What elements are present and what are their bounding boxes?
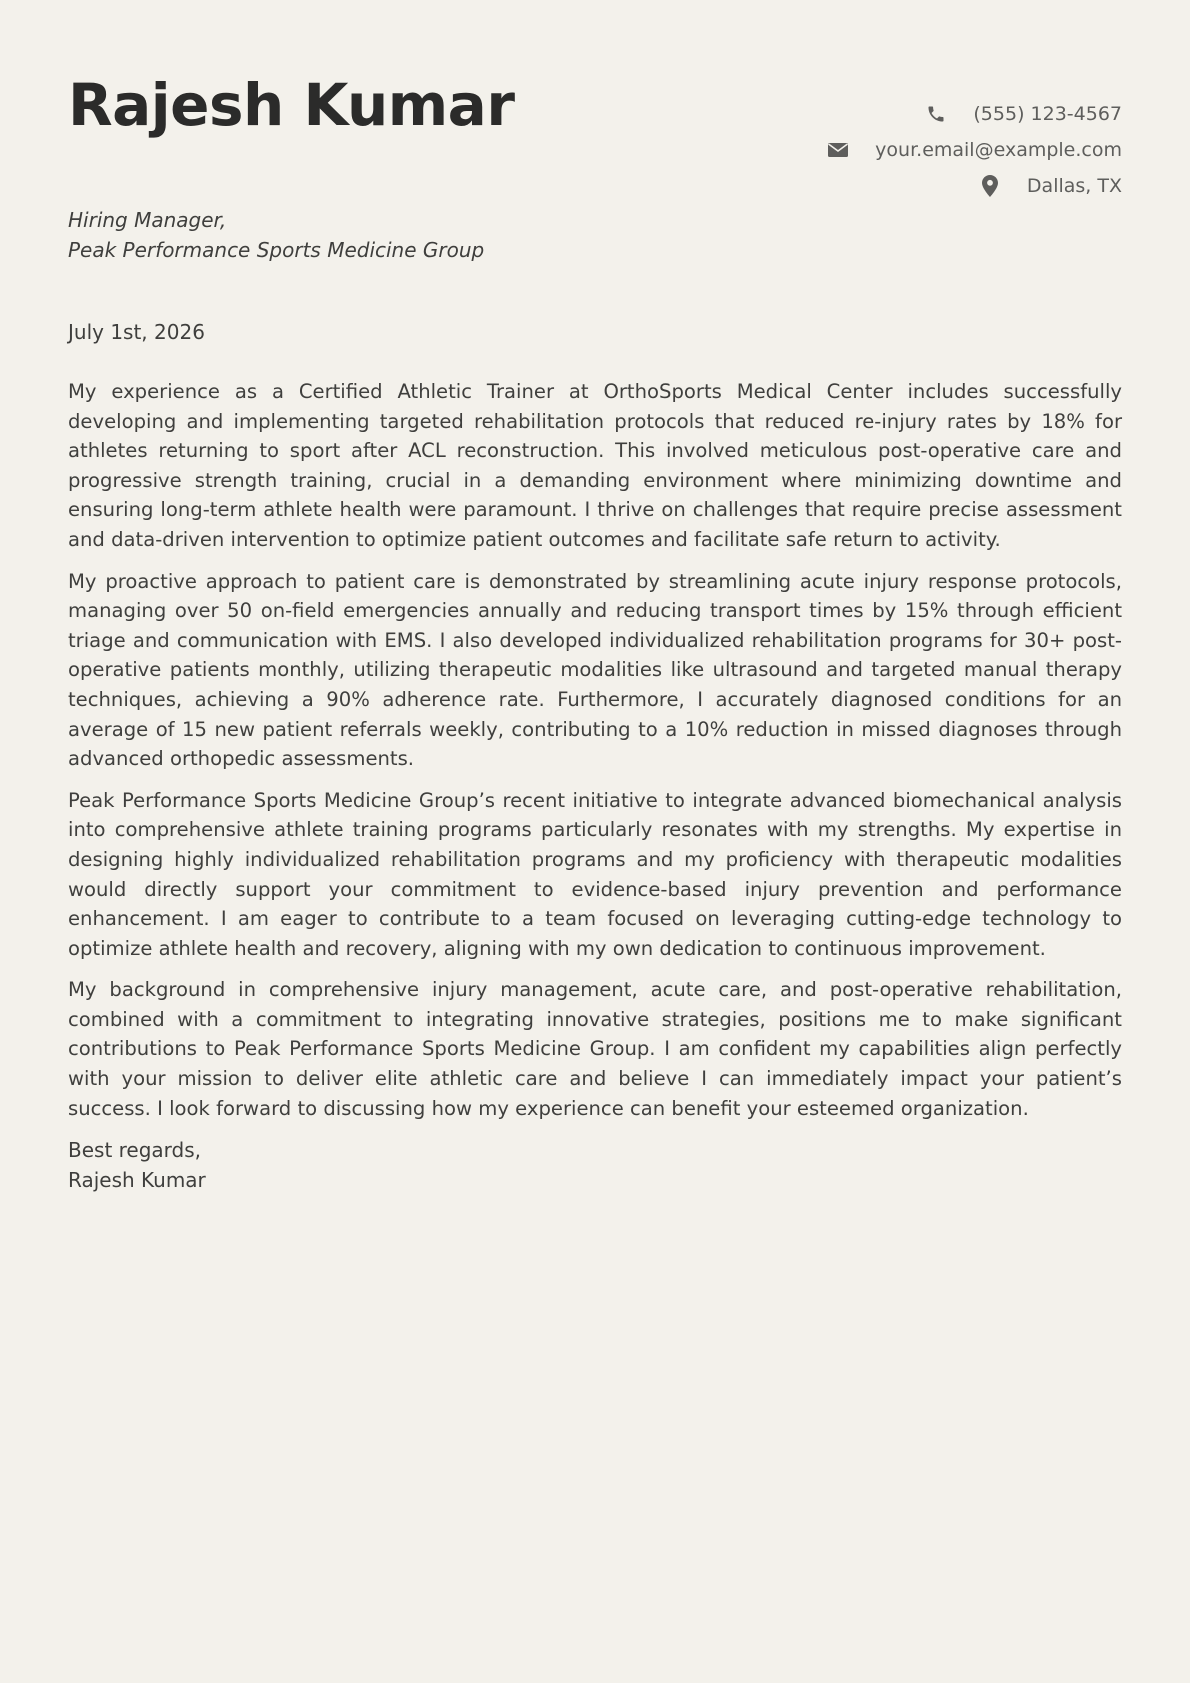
recipient-organization: Peak Performance Sports Medicine Group [68,238,485,262]
map-pin-icon [979,175,1001,197]
contact-email-row [827,132,1122,168]
contact-block [827,96,1122,204]
recipient-block [68,205,1122,265]
contact-location-row [827,168,1122,204]
body-paragraph: Peak Performance Sports Medicine Group’s recent initiative to integrate advanced biomechanical analysis into comprehensive athlete training programs particularly resonates with my strengths. My expertise in designing highly individualized rehabilitation programs and my proficiency with therapeutic modalities would directly support your commitment to evidence-based injury prevention and performance enhancement. I am eager to contribute to a team focused on leveraging cutting-edge technology to optimize athlete health and recovery, aligning with my own dedication to continuous improvement. [68,788,1122,960]
phone-icon [925,103,947,125]
closing-salutation: Best regards, [68,1138,202,1163]
envelope-icon [827,139,849,161]
contact-email: your.email@example.com [875,139,1122,161]
recipient-title: Hiring Manager, [68,208,227,232]
applicant-name: Rajesh Kumar [68,71,515,139]
body-paragraph: My experience as a Certified Athletic Trainer at OrthoSports Medical Center includes successfully developing and implementing targeted rehabilitation protocols that reduced re-injury rates by 18% for athletes returning to sport after ACL reconstruction. This involved meticulous post-operative care and progressive strength training, crucial in a demanding environment where minimizing downtime and ensuring long-term athlete health were paramount. I thrive on challenges that require precise assessment and data-driven intervention to optimize patient outcomes and facilitate safe return to activity. [68,380,1122,551]
body-paragraph: My background in comprehensive injury management, acute care, and post-operative rehabilitation, combined with a commitment to integrating innovative strategies, positions me to make significant contributions to Peak Performance Sports Medicine Group. I am confident my capabilities align perfectly with your mission to deliver elite athletic care and believe I can immediately impact your patient’s success. I look forward to discussing how my experience can benefit your esteemed organization. [68,978,1122,1120]
contact-phone-row [827,96,1122,132]
letter-body [68,377,1122,1123]
letter-header [68,0,1122,205]
contact-phone: (555) 123-4567 [973,103,1122,125]
closing-signature: Rajesh Kumar [68,1168,206,1193]
body-paragraph: My proactive approach to patient care is demonstrated by streamlining acute injury response protocols, managing over 50 on-field emergencies annually and reducing transport times by 15% through efficient triage and communication with EMS. I also developed individualized rehabilitation programs for 30+ post-operative patients monthly, utilizing therapeutic modalities like ultrasound and targeted manual therapy techniques, achieving a 90% adherence rate. Furthermore, I accurately diagnosed conditions for an average of 15 new patient referrals weekly, contributing to a 10% reduction in missed diagnoses through advanced orthopedic assessments. [68,569,1122,771]
letter-date: July 1st, 2026 [68,320,205,344]
contact-location: Dallas, TX [1026,175,1122,197]
letter-closing [68,1135,1122,1195]
